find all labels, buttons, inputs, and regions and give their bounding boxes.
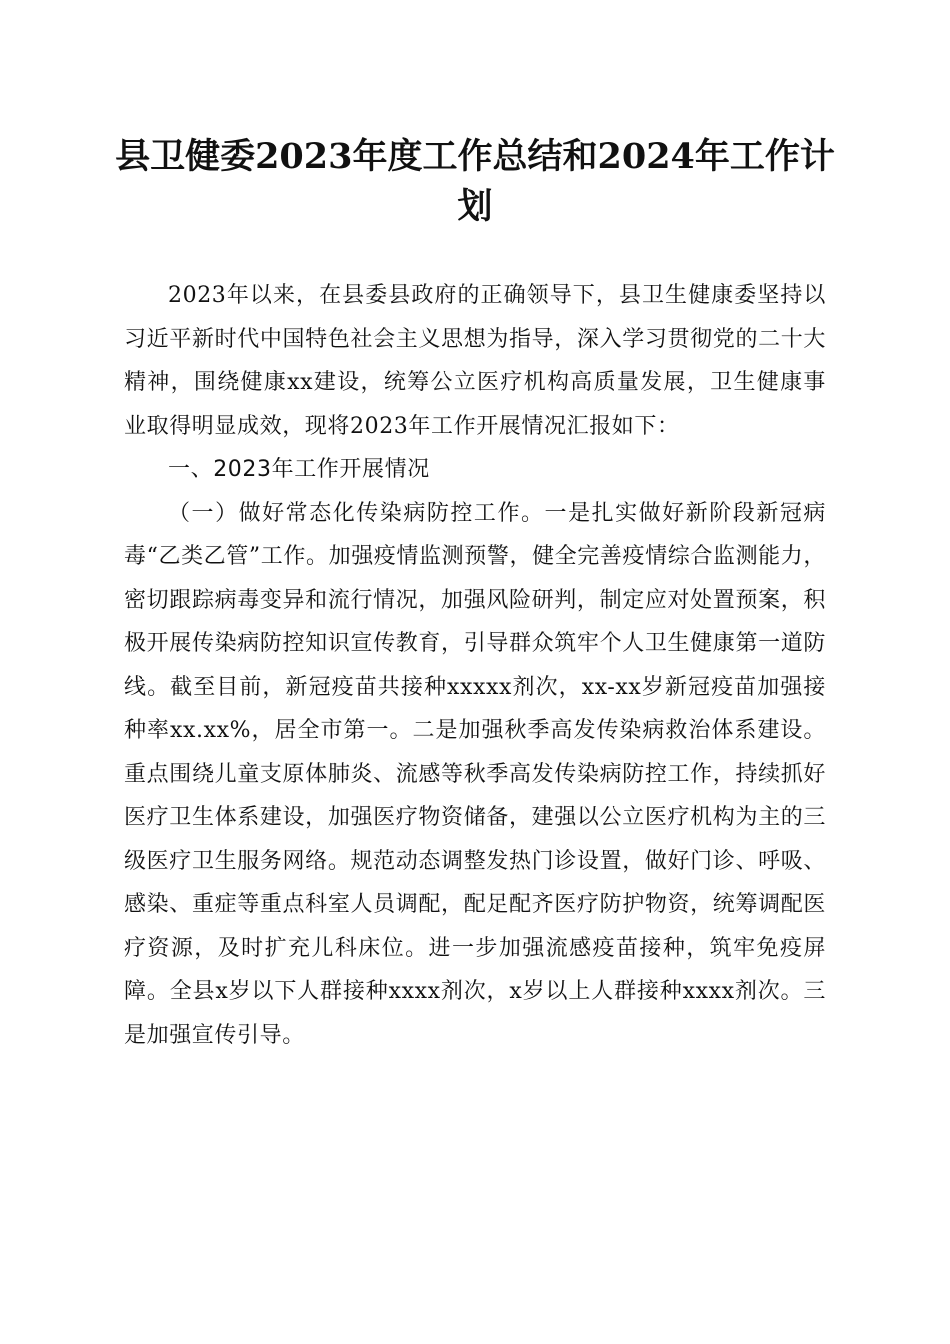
subsection-body: 一是扎实做好新阶段新冠病毒“乙类乙管”工作。加强疫情监测预警，健全完善疫情综合监测能力，密切跟踪病毒变异和流行情况，加强风险研判，制定应对处置预案，积极开展传染病防控知识宣传教育，引导群众筑牢个人卫生健康第一道防线。截至目前，新冠疫苗共接种xxxxx剂次，xx-xx岁新冠疫苗加强接种率xx.xx%，居全市第一。二是加强秋季高发传染病救治体系建设。重点围绕儿童支原体肺炎、流感等秋季高发传染病防控工作，持续抓好医疗卫生体系建设，加强医疗物资储备，建强以公立医疗机构为主的三级医疗卫生服务网络。规范动态调整发热门诊设置，做好门诊、呼吸、感染、重症等重点科室人员调配，配足配齐医疗防护物资，统筹调配医疗资源，及时扩充儿科床位。进一步加强流感疫苗接种，筑牢免疫屏障。全县x岁以下人群接种xxxx剂次，x岁以上人群接种xxxx剂次。三是加强宣传引导。 xyxy=(124,500,826,1048)
section-heading: 一、2023年工作开展情况 xyxy=(168,457,430,482)
subsection-heading: （一）做好常态化传染病防控工作。 xyxy=(168,500,545,526)
subsection-paragraph xyxy=(124,492,826,1058)
intro-paragraph: 2023年以来，在县委县政府的正确领导下，县卫生健康委坚持以习近平新时代中国特色社会主义思想为指导，深入学习贯彻党的二十大精神，围绕健康xx建设，统筹公立医疗机构高质量发展，卫生健康事业取得明显成效，现将2023年工作开展情况汇报如下： xyxy=(124,283,826,439)
document-title: 县卫健委2023年度工作总结和2024年工作计划 xyxy=(115,136,835,227)
document-body xyxy=(124,274,826,1057)
